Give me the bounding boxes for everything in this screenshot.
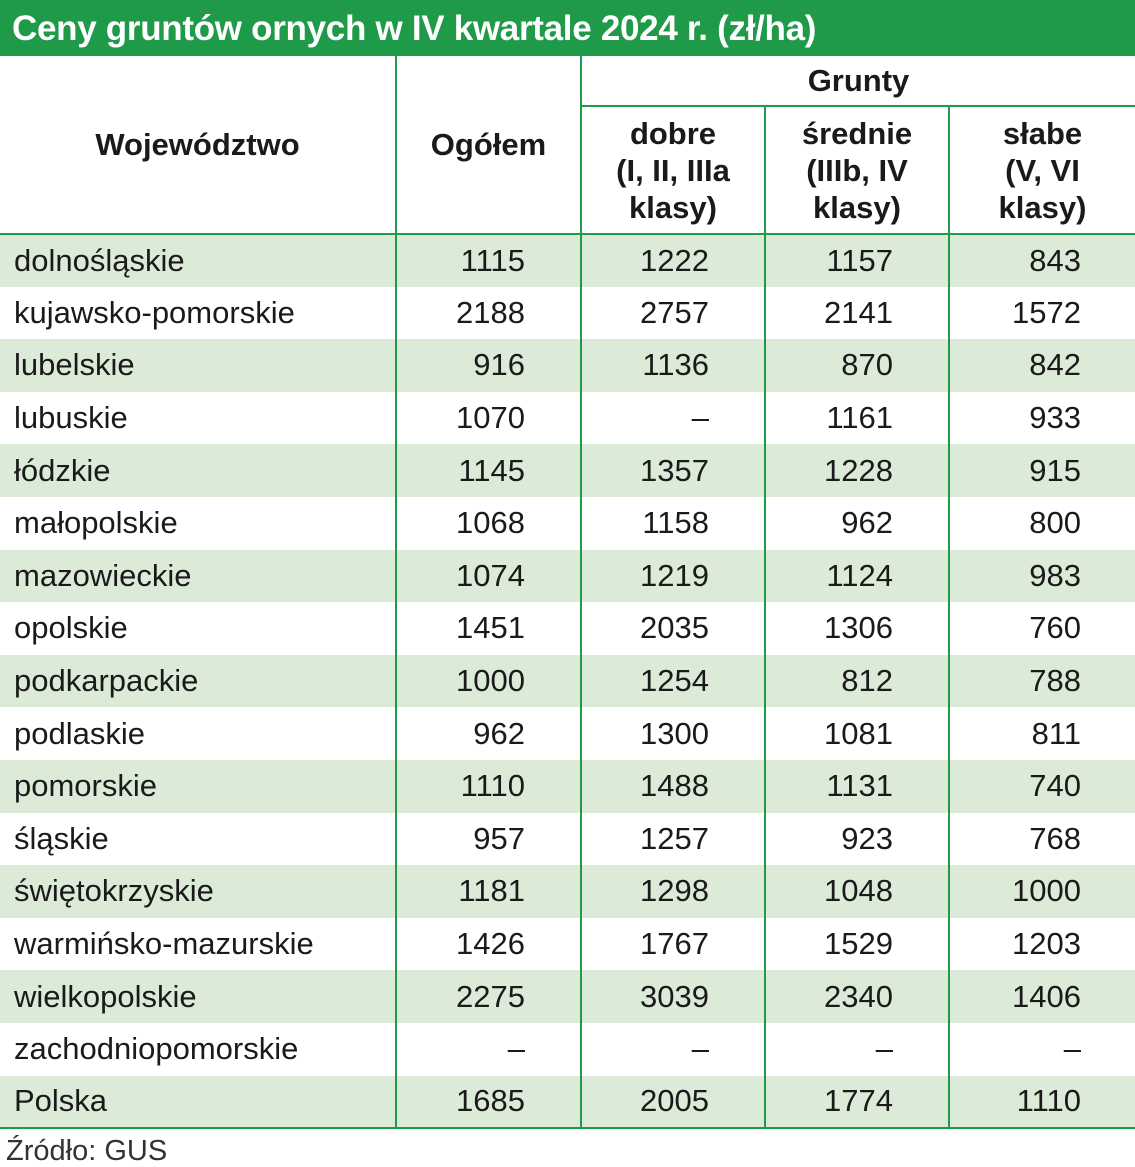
header-medium-line-2: (IIIb, IV (806, 152, 908, 188)
price-table (0, 56, 1135, 1129)
table-row (0, 655, 1135, 708)
cell-region: małopolskie (0, 497, 396, 550)
table-row (0, 707, 1135, 760)
cell-region: kujawsko-pomorskie (0, 287, 396, 340)
header-good-line-2: (I, II, IIIa (616, 152, 730, 188)
cell-medium: 1124 (765, 550, 949, 603)
table-row (0, 970, 1135, 1023)
cell-total: 1070 (396, 392, 581, 445)
cell-total: 1110 (396, 760, 581, 813)
cell-good: 1136 (581, 339, 765, 392)
cell-total: 1074 (396, 550, 581, 603)
table-row (0, 1023, 1135, 1076)
cell-region: łódzkie (0, 444, 396, 497)
cell-good: – (581, 392, 765, 445)
cell-region: wielkopolskie (0, 970, 396, 1023)
header-good-line-1: dobre (629, 115, 717, 151)
cell-weak: – (1063, 1031, 1082, 1067)
cell-weak: 1203 (1012, 926, 1082, 962)
cell-region: Polska (0, 1076, 396, 1129)
cell-good: 1357 (581, 444, 765, 497)
cell-weak: 811 (1031, 715, 1082, 751)
cell-good: 3039 (581, 970, 765, 1023)
cell-region: śląskie (0, 813, 396, 866)
cell-region: świętokrzyskie (0, 865, 396, 918)
table-body (0, 234, 1135, 1128)
cell-weak: 1572 (1012, 294, 1082, 330)
table-row (0, 234, 1135, 287)
cell-weak: 740 (949, 760, 1135, 813)
cell-good: 1257 (581, 813, 765, 866)
header-weak-line-1: słabe (1002, 115, 1083, 151)
table-row (0, 602, 1135, 655)
table-row (0, 865, 1135, 918)
chart-title: Ceny gruntów ornych w IV kwartale 2024 r. (zł/ha) (12, 8, 817, 48)
cell-good: 1767 (581, 918, 765, 971)
cell-weak: 800 (1029, 505, 1082, 541)
table-row (0, 550, 1135, 603)
cell-medium: 1161 (765, 392, 949, 445)
cell-weak: 760 (1029, 610, 1082, 646)
cell-region: opolskie (0, 602, 396, 655)
cell-medium: 870 (765, 339, 949, 392)
header-total: Ogółem (396, 56, 581, 234)
cell-region: warmińsko-mazurskie (0, 918, 396, 971)
header-region: Województwo (0, 56, 396, 234)
cell-region: podkarpackie (0, 655, 396, 708)
cell-total: 2275 (396, 970, 581, 1023)
header-medium-line-1: średnie (801, 115, 913, 151)
cell-total: 1068 (396, 497, 581, 550)
header-grunty: Grunty (581, 56, 1135, 106)
source-note: Źródło: GUS (6, 1135, 168, 1167)
table-row (0, 339, 1135, 392)
cell-region: lubuskie (0, 392, 396, 445)
cell-medium: 1081 (765, 707, 949, 760)
cell-good: 2035 (581, 602, 765, 655)
cell-good: 1488 (581, 760, 765, 813)
header-weak-line-2: (V, VI (1005, 152, 1080, 188)
cell-good: 2005 (581, 1076, 765, 1129)
header-good-soils (581, 106, 765, 234)
cell-region: pomorskie (0, 760, 396, 813)
header-medium-line-3: klasy) (813, 189, 901, 225)
table-row (0, 444, 1135, 497)
cell-weak: 933 (1029, 400, 1082, 436)
cell-total: 1000 (396, 655, 581, 708)
cell-total: 1115 (396, 234, 581, 287)
header-weak-line-3: klasy) (998, 189, 1087, 225)
cell-weak: 788 (949, 655, 1135, 708)
cell-total: 2188 (396, 287, 581, 340)
cell-total: 962 (396, 707, 581, 760)
cell-region: lubelskie (0, 339, 396, 392)
table-row (0, 392, 1135, 445)
cell-region: mazowieckie (0, 550, 396, 603)
cell-medium: 1306 (765, 602, 949, 655)
cell-medium: 1048 (765, 865, 949, 918)
cell-region: zachodniopomorskie (0, 1023, 396, 1076)
cell-weak: 915 (949, 444, 1135, 497)
cell-good: 1300 (581, 707, 765, 760)
cell-medium: – (765, 1023, 949, 1076)
price-table-container (0, 56, 1135, 1129)
cell-medium: 2141 (765, 287, 949, 340)
cell-weak: 768 (1029, 820, 1082, 856)
table-header (0, 56, 1135, 234)
cell-weak: 842 (949, 339, 1135, 392)
cell-weak: 1406 (949, 970, 1135, 1023)
cell-total: 1145 (396, 444, 581, 497)
header-medium-soils (765, 106, 949, 234)
table-row (0, 813, 1135, 866)
cell-region: podlaskie (0, 707, 396, 760)
cell-good: 1219 (581, 550, 765, 603)
cell-total: 1685 (396, 1076, 581, 1129)
title-bar (0, 0, 1135, 56)
cell-weak: 843 (949, 234, 1135, 287)
cell-medium: 1228 (765, 444, 949, 497)
cell-weak: 983 (949, 550, 1135, 603)
header-good-line-3: klasy) (629, 189, 717, 225)
cell-medium: 923 (765, 813, 949, 866)
cell-medium: 962 (765, 497, 949, 550)
cell-medium: 812 (765, 655, 949, 708)
cell-good: 1158 (581, 497, 765, 550)
cell-medium: 1131 (765, 760, 949, 813)
cell-total: 1426 (396, 918, 581, 971)
cell-weak: 1000 (949, 865, 1135, 918)
cell-weak: 1110 (949, 1076, 1135, 1129)
cell-total: 957 (396, 813, 581, 866)
cell-good: 1254 (581, 655, 765, 708)
cell-good: 1222 (581, 234, 765, 287)
table-row (0, 287, 1135, 340)
cell-total: 1451 (396, 602, 581, 655)
cell-good: 2757 (581, 287, 765, 340)
header-weak-soils (949, 106, 1135, 234)
cell-medium: 1157 (765, 234, 949, 287)
cell-total: – (396, 1023, 581, 1076)
cell-total: 1181 (396, 865, 581, 918)
cell-medium: 1529 (765, 918, 949, 971)
cell-medium: 1774 (765, 1076, 949, 1129)
cell-medium: 2340 (765, 970, 949, 1023)
table-row (0, 497, 1135, 550)
cell-good: – (581, 1023, 765, 1076)
table-row (0, 760, 1135, 813)
cell-region: dolnośląskie (0, 234, 396, 287)
cell-total: 916 (396, 339, 581, 392)
cell-good: 1298 (581, 865, 765, 918)
table-row (0, 918, 1135, 971)
table-row (0, 1076, 1135, 1129)
